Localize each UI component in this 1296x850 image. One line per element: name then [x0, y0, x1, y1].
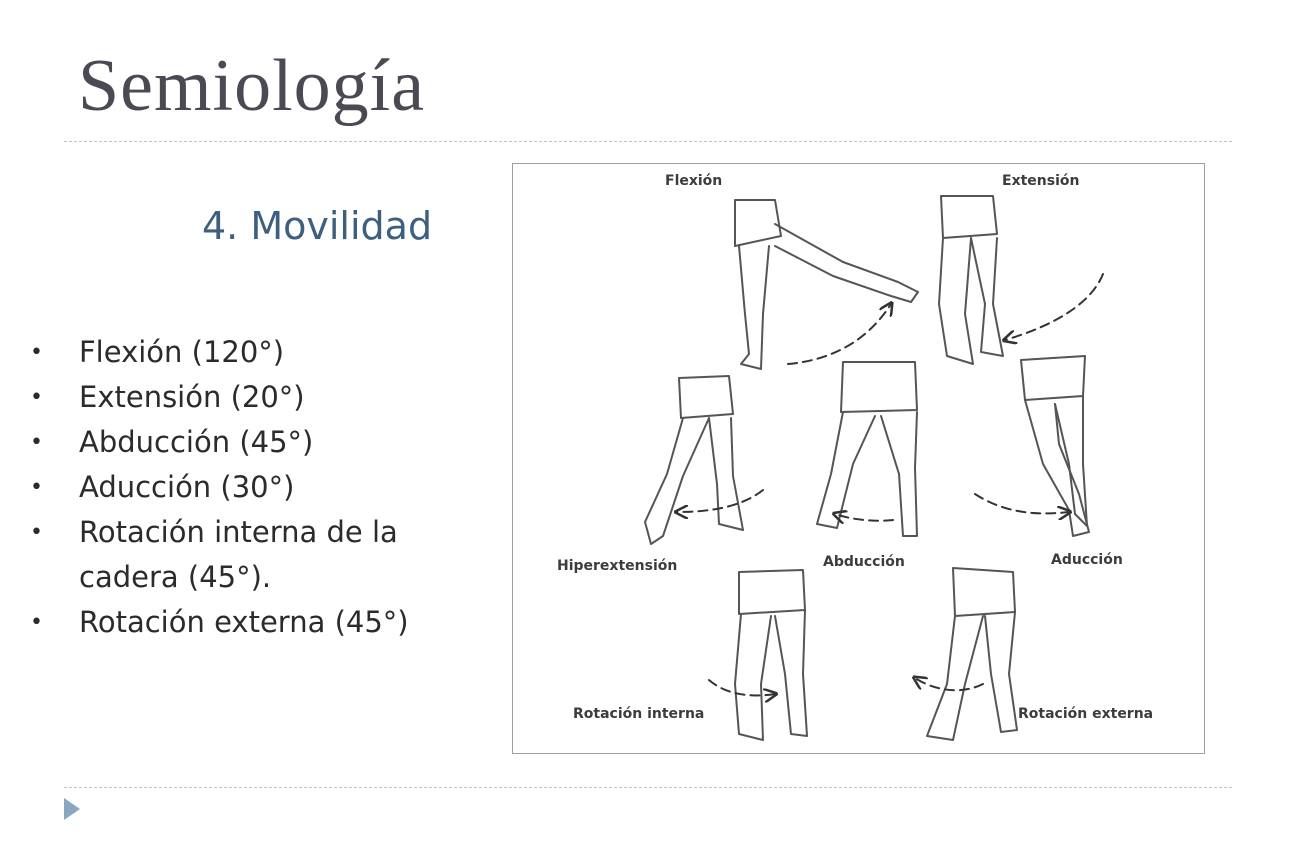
bullet-item [30, 465, 450, 510]
hiperextension-illustration [645, 376, 763, 544]
hip-mobility-figure [512, 163, 1205, 754]
bottom-divider [64, 787, 1232, 788]
bullet-icon: • [30, 475, 43, 500]
rotacion-externa-illustration [915, 568, 1017, 740]
label-extension: Extensión [1002, 173, 1080, 189]
label-hiperextension: Hiperextensión [557, 558, 678, 574]
slide-title: Semiología [78, 45, 426, 127]
bullet-text: Flexión (120°) [79, 335, 285, 369]
bullet-icon: • [30, 610, 43, 635]
leg-illustrations [513, 164, 1203, 752]
bullet-list [30, 330, 450, 645]
bullet-icon: • [30, 340, 43, 365]
bullet-text: Rotación externa (45°) [79, 605, 409, 639]
slide-subtitle: 4. Movilidad [202, 204, 433, 248]
bullet-icon: • [30, 520, 43, 545]
bullet-icon: • [30, 385, 43, 410]
abduccion-illustration [817, 362, 917, 536]
label-rotacion-externa: Rotación externa [1018, 706, 1154, 722]
top-divider [64, 141, 1232, 142]
bullet-item [30, 510, 450, 600]
label-flexion: Flexión [665, 173, 723, 189]
bullet-text: Aducción (30°) [79, 470, 295, 504]
extension-illustration [939, 196, 1103, 364]
bullet-icon: • [30, 430, 43, 455]
bullet-item [30, 330, 450, 375]
bullet-text: Abducción (45°) [79, 425, 314, 459]
rotacion-interna-illustration [709, 570, 807, 740]
bullet-text: Rotación interna de la cadera (45°). [79, 515, 398, 594]
bullet-item [30, 600, 450, 645]
next-slide-arrow-icon[interactable] [64, 798, 80, 820]
label-aduccion: Aducción [1051, 552, 1123, 568]
bullet-item [30, 420, 450, 465]
label-abduccion: Abducción [823, 554, 905, 570]
label-rotacion-interna: Rotación interna [573, 706, 705, 722]
bullet-item [30, 375, 450, 420]
aduccion-illustration [975, 356, 1089, 536]
flexion-illustration [735, 200, 918, 369]
bullet-text: Extensión (20°) [79, 380, 305, 414]
